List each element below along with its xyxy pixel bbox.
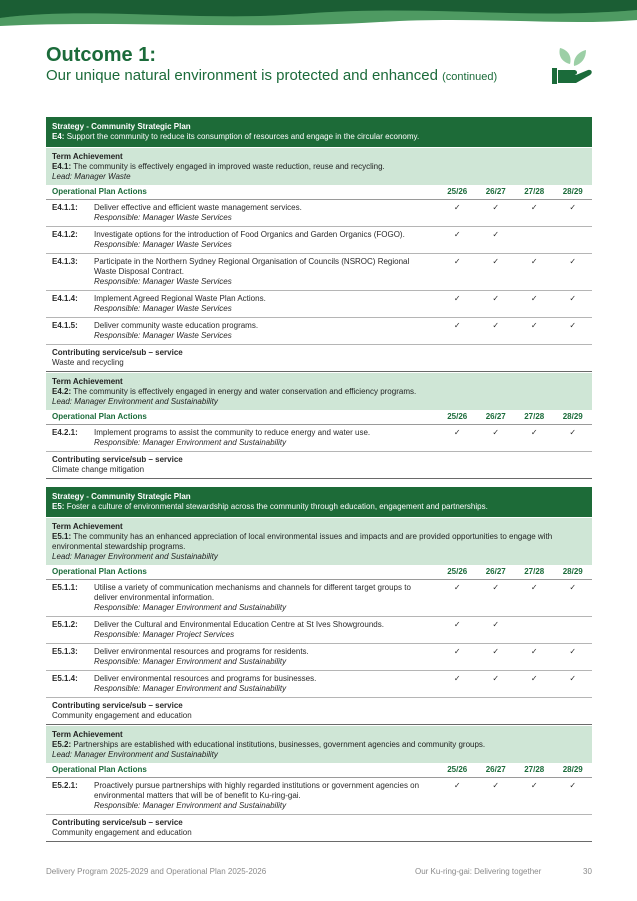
year-col: 27/28: [524, 187, 545, 196]
action-description: [94, 321, 438, 341]
check-icon: ✓: [492, 257, 500, 266]
action-code: E4.1.2:: [52, 230, 78, 239]
operational-plan-header: [46, 185, 592, 200]
year-col: 27/28: [524, 412, 545, 421]
action-row: [46, 254, 592, 291]
check-icon: ✓: [530, 781, 538, 790]
action-code: E4.1.1:: [52, 203, 78, 212]
action-row: [46, 227, 592, 254]
action-row: [46, 291, 592, 318]
strategy-block-e5: [46, 487, 592, 842]
year-col: 26/27: [485, 412, 506, 421]
action-code: E4.2.1:: [52, 428, 78, 437]
action-description: [94, 620, 438, 640]
check-icon: ✓: [530, 674, 538, 683]
operational-plan-header: [46, 410, 592, 425]
year-col: 26/27: [485, 765, 506, 774]
term-text: Partnerships are established with educational institutions, businesses, government agencies and community groups.: [73, 740, 486, 749]
strategy-text: Support the community to reduce its consumption of resources and engage in the circular economy.: [66, 132, 420, 141]
page-subtitle: [46, 67, 497, 86]
action-code: E5.1.1:: [52, 583, 78, 592]
action-code: E4.1.3:: [52, 257, 78, 266]
term-achievement: [46, 372, 592, 410]
action-description: [94, 781, 438, 811]
term-text: The community has an enhanced appreciation of local environmental issues and impacts and are provided opportunities to engage with environmental stewardship programs.: [52, 532, 553, 551]
term-label: Term Achievement: [52, 522, 123, 531]
check-icon: ✓: [569, 647, 577, 656]
contributing-service: [46, 452, 592, 479]
check-icon: ✓: [453, 428, 461, 437]
check-icon: ✓: [530, 203, 538, 212]
action-text: Deliver the Cultural and Environmental Education Centre at St Ives Showgrounds.: [94, 620, 384, 629]
check-icon: ✓: [492, 647, 500, 656]
term-code: E5.2:: [52, 740, 72, 749]
action-rows: [46, 580, 592, 698]
strategy-block-e4: [46, 117, 592, 479]
check-icon: [554, 620, 593, 640]
action-responsible: Responsible: Manager Waste Services: [94, 213, 232, 222]
term-label: Term Achievement: [52, 377, 123, 386]
term-lead: Lead: Manager Environment and Sustainability: [52, 552, 218, 561]
check-icon: ✓: [492, 583, 500, 592]
check-icon: ✓: [453, 620, 461, 629]
op-label: Operational Plan Actions: [52, 187, 147, 196]
check-icon: ✓: [530, 583, 538, 592]
strategy-label: Strategy - Community Strategic Plan: [52, 122, 191, 131]
check-icon: ✓: [530, 257, 538, 266]
year-col: 25/26: [447, 187, 468, 196]
action-code: E5.1.3:: [52, 647, 78, 656]
action-row: [46, 580, 592, 617]
check-icon: ✓: [569, 428, 577, 437]
term-lead: Lead: Manager Waste: [52, 172, 131, 181]
term-label: Term Achievement: [52, 730, 123, 739]
action-responsible: Responsible: Manager Environment and Sustainability: [94, 438, 287, 447]
action-description: [94, 583, 438, 613]
term-code: E5.1:: [52, 532, 72, 541]
action-text: Deliver environmental resources and programs for businesses.: [94, 674, 317, 683]
action-row: [46, 617, 592, 644]
check-icon: ✓: [453, 781, 461, 790]
check-icon: ✓: [453, 257, 461, 266]
action-text: Proactively pursue partnerships with highly regarded institutions or government agencies on environmental matters that will be of benefit to Ku-ring-gai.: [94, 781, 420, 800]
action-description: [94, 294, 438, 314]
action-row: [46, 200, 592, 227]
check-icon: ✓: [530, 428, 538, 437]
year-col: 25/26: [447, 765, 468, 774]
strategy-header: [46, 487, 592, 517]
year-col: 28/29: [562, 187, 583, 196]
contrib-label: Contributing service/sub – service: [52, 818, 183, 827]
action-responsible: Responsible: Manager Environment and Sustainability: [94, 603, 287, 612]
year-col: 27/28: [524, 765, 545, 774]
check-icon: [515, 230, 554, 250]
action-description: [94, 257, 438, 287]
contrib-value: Community engagement and education: [52, 828, 192, 837]
contributing-service: [46, 815, 592, 842]
action-description: [94, 428, 438, 448]
year-col: 26/27: [485, 187, 506, 196]
check-icon: ✓: [569, 203, 577, 212]
strategy-code: E4:: [52, 132, 65, 141]
contributing-service: [46, 345, 592, 372]
contrib-label: Contributing service/sub – service: [52, 701, 183, 710]
action-row: [46, 425, 592, 452]
action-code: E5.1.4:: [52, 674, 78, 683]
action-description: [94, 203, 438, 223]
year-col: 28/29: [562, 567, 583, 576]
check-icon: ✓: [569, 781, 577, 790]
check-icon: ✓: [453, 203, 461, 212]
action-responsible: Responsible: Manager Environment and Sustainability: [94, 684, 287, 693]
term-code: E4.1:: [52, 162, 72, 171]
action-description: [94, 230, 438, 250]
strategy-code: E5:: [52, 502, 65, 511]
action-row: [46, 671, 592, 698]
action-responsible: Responsible: Manager Waste Services: [94, 304, 232, 313]
check-icon: ✓: [453, 647, 461, 656]
term-code: E4.2:: [52, 387, 72, 396]
term-achievement: [46, 725, 592, 763]
year-col: 27/28: [524, 567, 545, 576]
action-responsible: Responsible: Manager Environment and Sustainability: [94, 801, 287, 810]
year-col: 28/29: [562, 412, 583, 421]
check-icon: ✓: [530, 647, 538, 656]
year-col: 26/27: [485, 567, 506, 576]
contrib-value: Waste and recycling: [52, 358, 124, 367]
check-icon: ✓: [453, 674, 461, 683]
year-col: 28/29: [562, 765, 583, 774]
action-row: [46, 644, 592, 671]
action-text: Deliver community waste education programs.: [94, 321, 259, 330]
check-icon: ✓: [530, 321, 538, 330]
term-text: The community is effectively engaged in improved waste reduction, reuse and recycling.: [73, 162, 385, 171]
action-code: E4.1.4:: [52, 294, 78, 303]
action-text: Implement programs to assist the community to reduce energy and water use.: [94, 428, 371, 437]
operational-plan-header: [46, 763, 592, 778]
check-icon: ✓: [530, 294, 538, 303]
action-responsible: Responsible: Manager Waste Services: [94, 331, 232, 340]
check-icon: ✓: [492, 428, 500, 437]
action-row: [46, 318, 592, 345]
subtitle-text: Our unique natural environment is protected and enhanced: [46, 67, 438, 84]
check-icon: ✓: [492, 321, 500, 330]
op-label: Operational Plan Actions: [52, 567, 147, 576]
year-col: 25/26: [447, 412, 468, 421]
term-achievement: [46, 147, 592, 185]
term-lead: Lead: Manager Environment and Sustainability: [52, 750, 218, 759]
action-code: E4.1.5:: [52, 321, 78, 330]
check-icon: ✓: [569, 257, 577, 266]
action-rows: [46, 778, 592, 815]
year-col: 25/26: [447, 567, 468, 576]
footer-tagline: Our Ku-ring-gai: Delivering together: [415, 867, 542, 876]
operational-plan-header: [46, 565, 592, 580]
term-lead: Lead: Manager Environment and Sustainability: [52, 397, 218, 406]
check-icon: ✓: [453, 583, 461, 592]
term-achievement: [46, 517, 592, 565]
check-icon: [554, 230, 593, 250]
check-icon: ✓: [569, 294, 577, 303]
check-icon: ✓: [569, 321, 577, 330]
contrib-label: Contributing service/sub – service: [52, 455, 183, 464]
action-responsible: Responsible: Manager Waste Services: [94, 277, 232, 286]
check-icon: ✓: [453, 230, 461, 239]
op-label: Operational Plan Actions: [52, 412, 147, 421]
contrib-value: Community engagement and education: [52, 711, 192, 720]
action-row: [46, 778, 592, 815]
check-icon: ✓: [492, 674, 500, 683]
action-text: Participate in the Northern Sydney Regional Organisation of Councils (NSROC) Regional Waste Disposal Contract.: [94, 257, 410, 276]
top-decorative-band: [0, 0, 637, 30]
action-description: [94, 674, 438, 694]
action-text: Deliver environmental resources and programs for residents.: [94, 647, 309, 656]
action-code: E5.2.1:: [52, 781, 78, 790]
check-icon: ✓: [492, 203, 500, 212]
check-icon: ✓: [569, 674, 577, 683]
action-rows: [46, 425, 592, 452]
check-icon: ✓: [569, 583, 577, 592]
contrib-value: Climate change mitigation: [52, 465, 145, 474]
contrib-label: Contributing service/sub – service: [52, 348, 183, 357]
op-label: Operational Plan Actions: [52, 765, 147, 774]
action-responsible: Responsible: Manager Project Services: [94, 630, 235, 639]
check-icon: ✓: [492, 781, 500, 790]
subtitle-suffix: (continued): [442, 71, 498, 83]
hand-holding-leaves-icon: [548, 44, 594, 88]
check-icon: ✓: [492, 230, 500, 239]
action-text: Utilise a variety of communication mechanisms and channels for different target groups to deliver environmental information.: [94, 583, 411, 602]
action-text: Deliver effective and efficient waste management services.: [94, 203, 302, 212]
check-icon: [515, 620, 554, 640]
footer-document-title: Delivery Program 2025-2029 and Operational Plan 2025-2026: [46, 867, 267, 876]
page-title: Outcome 1:: [46, 44, 157, 66]
check-icon: ✓: [453, 321, 461, 330]
contributing-service: [46, 698, 592, 725]
check-icon: ✓: [492, 620, 500, 629]
strategy-text: Foster a culture of environmental stewardship across the community through education, engagement and partnerships.: [66, 502, 488, 511]
term-label: Term Achievement: [52, 152, 123, 161]
action-code: E5.1.2:: [52, 620, 78, 629]
strategy-header: [46, 117, 592, 147]
check-icon: ✓: [453, 294, 461, 303]
action-responsible: Responsible: Manager Waste Services: [94, 240, 232, 249]
page-number: 30: [583, 867, 592, 876]
action-responsible: Responsible: Manager Environment and Sustainability: [94, 657, 287, 666]
strategy-label: Strategy - Community Strategic Plan: [52, 492, 191, 501]
action-text: Implement Agreed Regional Waste Plan Actions.: [94, 294, 266, 303]
action-text: Investigate options for the introduction of Food Organics and Garden Organics (FOGO).: [94, 230, 405, 239]
check-icon: ✓: [492, 294, 500, 303]
term-text: The community is effectively engaged in energy and water conservation and efficiency programs.: [73, 387, 417, 396]
action-rows: [46, 200, 592, 345]
action-description: [94, 647, 438, 667]
